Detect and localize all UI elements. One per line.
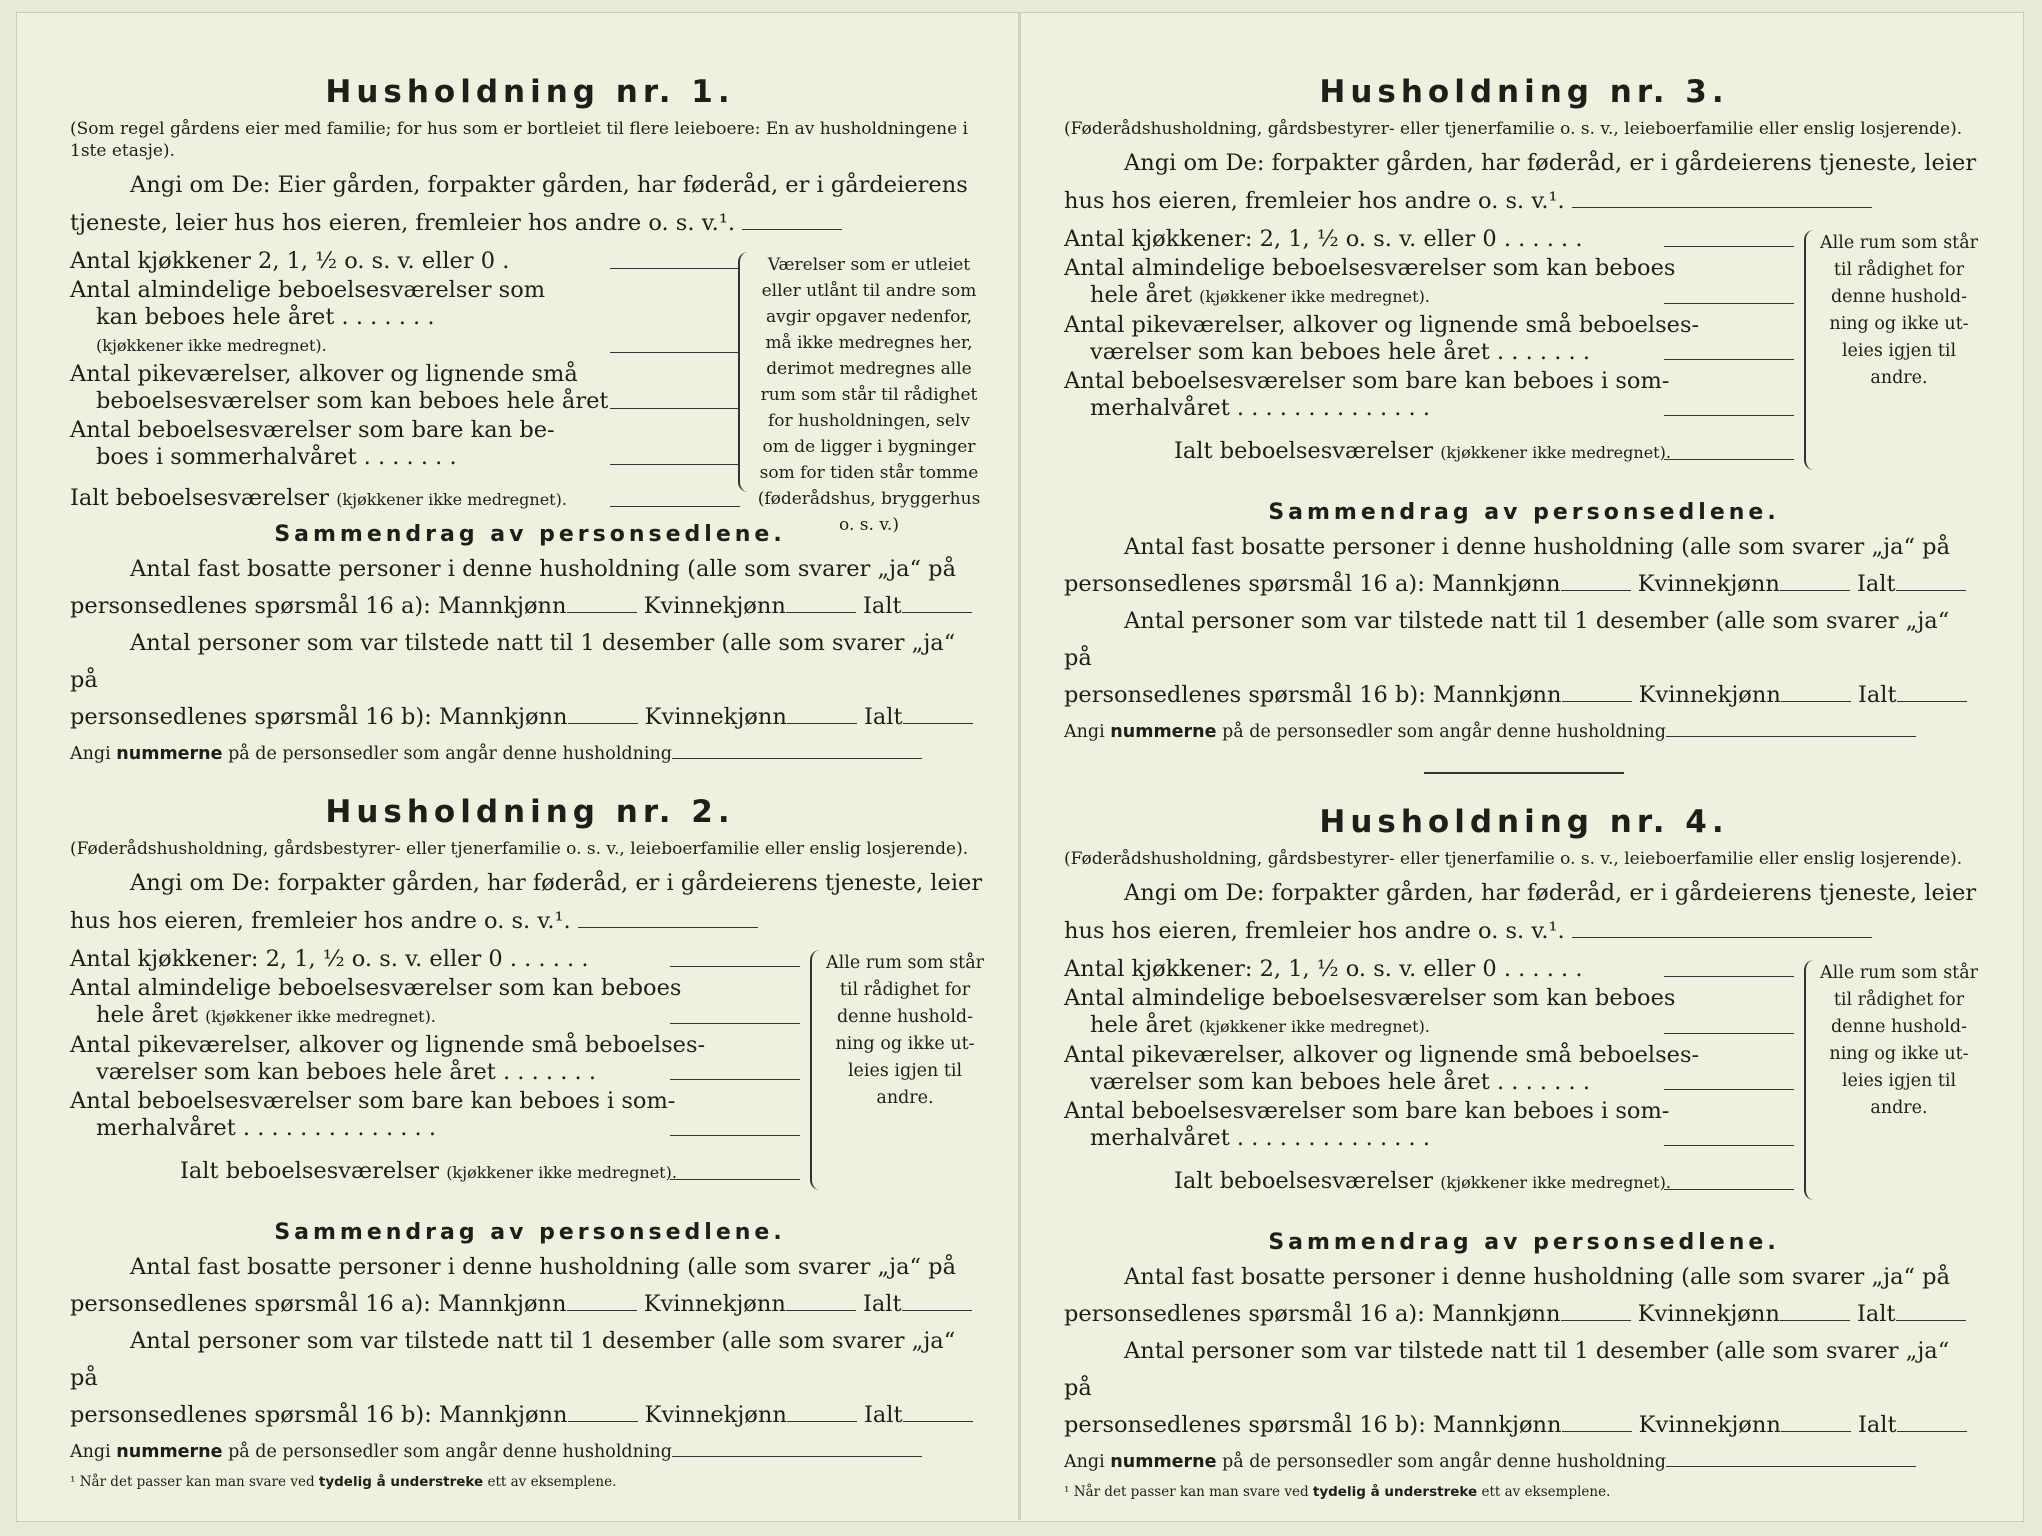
female-resident-field[interactable] (1780, 590, 1850, 591)
kitchens-answer[interactable] (610, 268, 740, 269)
footnote: ¹ Når det passer kan man svare ved tydelig å understreke ett av eksemplene. (70, 1474, 617, 1490)
status-answer-line[interactable] (1572, 207, 1872, 208)
household-1-status-question: Angi om De: Eier gården, forpakter gården, har føderåd, er i gårdeierens tjeneste, leier hus hos eieren, fremleier hos andre o. s. v.¹. (70, 172, 968, 236)
household-3-title: Husholdning nr. 3. (1319, 74, 1729, 110)
household-1-title: Husholdning nr. 1. (325, 74, 735, 110)
maid-rooms-row: Antal pikeværelser, alkover og lignende små beboelses- værelser som kan beboes hele året . . . . . . . (1064, 312, 1784, 366)
total-rooms-answer[interactable] (1664, 459, 1794, 460)
household-3-status-question: Angi om De: forpakter gården, har føderåd, er i gårdeierens tjeneste, leier hus hos eieren, fremleier hos andre o. s. v.¹. (1064, 150, 1977, 214)
person-numbers-field[interactable] (1666, 1466, 1916, 1467)
ordinary-rooms-row: Antal almindelige beboelsesværelser som kan beboes hele året . . . . . . . (kjøkkener ikke medregnet). (70, 277, 730, 359)
ordinary-rooms-row: Antal almindelige beboelsesværelser som kan beboes hele året (kjøkkener ikke medregnet). (1064, 985, 1784, 1040)
male-present-field[interactable] (568, 1421, 638, 1422)
section-separator (1424, 772, 1624, 774)
maid-rooms-answer[interactable] (1664, 1089, 1794, 1090)
kitchens-answer[interactable] (670, 966, 800, 967)
total-rooms-answer[interactable] (1664, 1189, 1794, 1190)
ordinary-rooms-answer[interactable] (610, 352, 740, 353)
female-present-field[interactable] (787, 723, 857, 724)
household-3-rooms (1064, 226, 1984, 486)
total-present-field[interactable] (903, 723, 973, 724)
rooms-note: Alle rum som står til rådighet for denne hushold-ning og ikke ut-leies igjen til andre. (1819, 963, 1979, 1118)
female-present-field[interactable] (1781, 1431, 1851, 1432)
summer-rooms-row: Antal beboelsesværelser som bare kan be- boes i sommerhalvåret . . . . . . . (70, 417, 730, 471)
female-present-field[interactable] (787, 1421, 857, 1422)
summer-rooms-row: Antal beboelsesværelser som bare kan beboes i som- merhalvåret . . . . . . . . . . . . . . (1064, 1098, 1784, 1152)
person-numbers-field[interactable] (1666, 736, 1916, 737)
status-answer-line[interactable] (742, 229, 842, 230)
summary-heading: Sammendrag av personsedlene. (1268, 500, 1780, 525)
maid-rooms-answer[interactable] (610, 408, 740, 409)
resident-count-row: personsedlenes spørsmål 16 a): Mannkjønn Kvinnekjønn Ialt (1064, 1296, 1984, 1333)
page-fold (1018, 12, 1021, 1520)
summary-heading: Sammendrag av personsedlene. (1268, 1230, 1780, 1255)
total-resident-field[interactable] (902, 612, 972, 613)
kitchens-answer[interactable] (1664, 246, 1794, 247)
person-numbers-row: Angi nummerne på de personsedler som angår denne husholdning (70, 744, 990, 764)
household-2-status-question: Angi om De: forpakter gården, har føderåd, er i gårdeierens tjeneste, leier hus hos eieren, fremleier hos andre o. s. v.¹. (70, 870, 983, 934)
rooms-note: Alle rum som står til rådighet for denne hushold-ning og ikke ut-leies igjen til andre. (825, 953, 985, 1108)
household-2 (70, 790, 990, 1490)
summary-heading: Sammendrag av personsedlene. (274, 522, 786, 547)
kitchens-answer[interactable] (1664, 976, 1794, 977)
maid-rooms-answer[interactable] (1664, 359, 1794, 360)
household-2-rooms (70, 946, 990, 1206)
person-numbers-row: Angi nummerne på de personsedler som angår denne husholdning (70, 1442, 990, 1462)
summer-rooms-row: Antal beboelsesværelser som bare kan beboes i som- merhalvåret . . . . . . . . . . . . . . (70, 1088, 790, 1142)
household-2-title: Husholdning nr. 2. (325, 794, 735, 830)
household-4-rooms (1064, 956, 1984, 1216)
summer-rooms-row: Antal beboelsesværelser som bare kan beboes i som- merhalvåret . . . . . . . . . . . . . . (1064, 368, 1784, 422)
maid-rooms-row: Antal pikeværelser, alkover og lignende små beboelsesværelser som kan beboes hele året (70, 361, 730, 415)
person-numbers-row: Angi nummerne på de personsedler som angår denne husholdning (1064, 1452, 1984, 1472)
footnote: ¹ Når det passer kan man svare ved tydelig å understreke ett av eksemplene. (1064, 1484, 1611, 1500)
household-4-status-question: Angi om De: forpakter gården, har føderåd, er i gårdeierens tjeneste, leier hus hos eieren, fremleier hos andre o. s. v.¹. (1064, 880, 1977, 944)
male-resident-field[interactable] (567, 612, 637, 613)
present-count-row: personsedlenes spørsmål 16 b): Mannkjønn Kvinnekjønn Ialt (70, 1397, 990, 1434)
person-numbers-field[interactable] (672, 758, 922, 759)
female-resident-field[interactable] (1780, 1320, 1850, 1321)
resident-count-text: Antal fast bosatte personer i denne husholdning (alle som svarer „ja“ på (130, 1254, 956, 1280)
female-resident-field[interactable] (786, 612, 856, 613)
male-present-field[interactable] (1562, 701, 1632, 702)
summary-heading: Sammendrag av personsedlene. (274, 1220, 786, 1245)
resident-count-row: personsedlenes spørsmål 16 a): Mannkjønn Kvinnekjønn Ialt (70, 588, 990, 625)
maid-rooms-answer[interactable] (670, 1079, 800, 1080)
status-answer-line[interactable] (1572, 937, 1872, 938)
total-rooms-row: Ialt beboelsesværelser (kjøkkener ikke medregnet). (70, 1158, 790, 1186)
present-count-text: Antal personer som var tilstede natt til 1 desember (alle som svarer „ja“ på (1064, 1338, 1950, 1401)
total-resident-field[interactable] (1896, 1320, 1966, 1321)
resident-count-text: Antal fast bosatte personer i denne husholdning (alle som svarer „ja“ på (1124, 534, 1950, 560)
maid-rooms-row: Antal pikeværelser, alkover og lignende små beboelses- værelser som kan beboes hele året . . . . . . . (1064, 1042, 1784, 1096)
total-rooms-answer[interactable] (670, 1179, 800, 1180)
household-1-subtitle: (Som regel gårdens eier med familie; for hus som er bortleiet til flere leieboere: En av husholdningene i 1ste etasje). (70, 119, 968, 161)
male-resident-field[interactable] (567, 1310, 637, 1311)
present-count-text: Antal personer som var tilstede natt til 1 desember (alle som svarer „ja“ på (1064, 608, 1950, 671)
resident-count-text: Antal fast bosatte personer i denne husholdning (alle som svarer „ja“ på (130, 556, 956, 582)
total-rooms-row: Ialt beboelsesværelser (kjøkkener ikke medregnet). (1064, 438, 1784, 466)
status-answer-line[interactable] (578, 927, 758, 928)
household-3-subtitle: (Føderådshusholdning, gårdsbestyrer- eller tjenerfamilie o. s. v., leieboerfamilie eller enslig losjerende). (1064, 119, 1963, 139)
present-count-row: personsedlenes spørsmål 16 b): Mannkjønn Kvinnekjønn Ialt (1064, 677, 1984, 714)
summer-rooms-answer[interactable] (1664, 415, 1794, 416)
present-count-row: personsedlenes spørsmål 16 b): Mannkjønn Kvinnekjønn Ialt (70, 699, 990, 736)
male-resident-field[interactable] (1561, 1320, 1631, 1321)
total-rooms-row: Ialt beboelsesværelser (kjøkkener ikke medregnet). (70, 485, 730, 513)
ordinary-rooms-answer[interactable] (1664, 303, 1794, 304)
kitchens-row: Antal kjøkkener: 2, 1, ½ o. s. v. eller 0 . . . . . . (1064, 956, 1784, 983)
total-resident-field[interactable] (902, 1310, 972, 1311)
ordinary-rooms-answer[interactable] (670, 1023, 800, 1024)
resident-count-row: personsedlenes spørsmål 16 a): Mannkjønn Kvinnekjønn Ialt (70, 1286, 990, 1323)
right-page (1064, 70, 1984, 1500)
household-3 (1064, 70, 1984, 742)
resident-count-text: Antal fast bosatte personer i denne husholdning (alle som svarer „ja“ på (1124, 1264, 1950, 1290)
kitchens-row: Antal kjøkkener: 2, 1, ½ o. s. v. eller 0 . . . . . . (70, 946, 790, 973)
resident-count-row: personsedlenes spørsmål 16 a): Mannkjønn Kvinnekjønn Ialt (1064, 566, 1984, 603)
male-present-field[interactable] (1562, 1431, 1632, 1432)
kitchens-row: Antal kjøkkener 2, 1, ½ o. s. v. eller 0 . (70, 248, 730, 275)
person-numbers-field[interactable] (672, 1456, 922, 1457)
total-rooms-answer[interactable] (610, 506, 740, 507)
total-rooms-row: Ialt beboelsesværelser (kjøkkener ikke medregnet). (1064, 1168, 1784, 1196)
present-count-text: Antal personer som var tilstede natt til 1 desember (alle som svarer „ja“ på (70, 630, 956, 693)
male-present-field[interactable] (568, 723, 638, 724)
rooms-note: Værelser som er utleiet eller utlånt til andre som avgir opgaver nedenfor, må ikke medregnes her, derimot medregnes alle rum som står til rådighet for husholdningen, selv om de ligger i bygninger som for tiden står tomme (føderådshus, bryggerhus o. s. v.) (757, 255, 981, 535)
rooms-note: Alle rum som står til rådighet for denne hushold-ning og ikke ut-leies igjen til andre. (1819, 233, 1979, 388)
present-count-row: personsedlenes spørsmål 16 b): Mannkjønn Kvinnekjønn Ialt (1064, 1407, 1984, 1444)
kitchens-row: Antal kjøkkener: 2, 1, ½ o. s. v. eller 0 . . . . . . (1064, 226, 1784, 253)
ordinary-rooms-answer[interactable] (1664, 1033, 1794, 1034)
male-resident-field[interactable] (1561, 590, 1631, 591)
household-2-subtitle: (Føderådshusholdning, gårdsbestyrer- eller tjenerfamilie o. s. v., leieboerfamilie eller enslig losjerende). (70, 839, 969, 859)
summer-rooms-answer[interactable] (610, 464, 740, 465)
household-1 (70, 70, 990, 764)
total-present-field[interactable] (1897, 701, 1967, 702)
total-present-field[interactable] (903, 1421, 973, 1422)
household-4 (1064, 800, 1984, 1500)
female-resident-field[interactable] (786, 1310, 856, 1311)
maid-rooms-row: Antal pikeværelser, alkover og lignende små beboelses- værelser som kan beboes hele året . . . . . . . (70, 1032, 790, 1086)
summer-rooms-answer[interactable] (1664, 1145, 1794, 1146)
summer-rooms-answer[interactable] (670, 1135, 800, 1136)
present-count-text: Antal personer som var tilstede natt til 1 desember (alle som svarer „ja“ på (70, 1328, 956, 1391)
ordinary-rooms-row: Antal almindelige beboelsesværelser som kan beboes hele året (kjøkkener ikke medregnet). (1064, 255, 1784, 310)
person-numbers-row: Angi nummerne på de personsedler som angår denne husholdning (1064, 722, 1984, 742)
total-resident-field[interactable] (1896, 590, 1966, 591)
household-4-title: Husholdning nr. 4. (1319, 804, 1729, 840)
female-present-field[interactable] (1781, 701, 1851, 702)
ordinary-rooms-row: Antal almindelige beboelsesværelser som kan beboes hele året (kjøkkener ikke medregnet). (70, 975, 790, 1030)
total-present-field[interactable] (1897, 1431, 1967, 1432)
left-page (70, 70, 990, 1490)
household-4-subtitle: (Føderådshusholdning, gårdsbestyrer- eller tjenerfamilie o. s. v., leieboerfamilie eller enslig losjerende). (1064, 849, 1963, 869)
